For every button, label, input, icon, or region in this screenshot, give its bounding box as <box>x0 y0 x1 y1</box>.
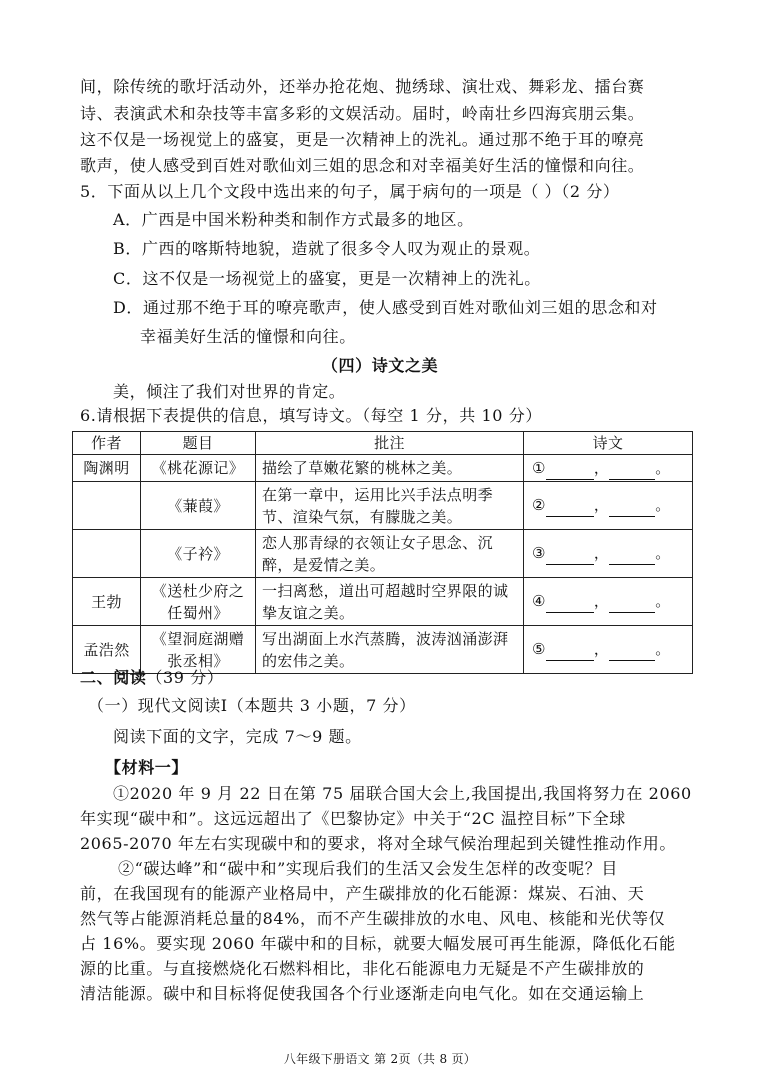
section-title: （四）诗文之美 <box>321 356 439 375</box>
reading-subsection: （一）现代文阅读Ⅰ（本题共 3 小题，7 分） <box>88 696 416 715</box>
paragraph-line: 清洁能源。碳中和目标将促使我国各个行业逐渐走向电气化。如在交通运输上 <box>80 984 645 1003</box>
blank-end: 。 <box>655 458 671 477</box>
title-cell: 《蒹葭》 <box>141 482 256 530</box>
passage-line: 这不仅是一场视觉上的盛宴，更是一次精神上的洗礼。通过那不绝于耳的嘹亮 <box>80 130 645 149</box>
note-cell: 恋人那青绿的衣领让女子思念、沉醉，是爱情之美。 <box>256 530 524 578</box>
option-b: B．广西的喀斯特地貌，造就了很多令人叹为观止的景观。 <box>113 239 541 258</box>
blank-number: ④ <box>532 592 546 610</box>
author-cell <box>73 530 141 578</box>
blank-sep: ， <box>593 640 610 658</box>
option-d-continued: 幸福美好生活的憧憬和向往。 <box>140 327 356 346</box>
note-cell: 描绘了草嫩花繁的桃林之美。 <box>256 455 524 482</box>
answer-blank[interactable] <box>609 457 655 480</box>
blank-end: 。 <box>655 544 671 562</box>
table-row <box>73 530 693 578</box>
answer-blank[interactable] <box>609 590 655 613</box>
paragraph-line: 源的比重。与直接燃烧化石燃料相比，非化石能源电力无疑是不产生碳排放的 <box>80 959 645 978</box>
blank-end: 。 <box>655 496 671 514</box>
author-cell: 王勃 <box>73 578 141 626</box>
answer-blank[interactable] <box>546 590 594 613</box>
note-cell: 在第一章中，运用比兴手法点明季节、渲染气氛，有朦胧之美。 <box>256 482 524 530</box>
blank-sep: ， <box>593 544 610 562</box>
title-cell: 《送杜少府之任蜀州》 <box>141 578 256 626</box>
blank-end: 。 <box>655 640 671 658</box>
header-note: 批注 <box>256 432 524 455</box>
header-verse: 诗文 <box>524 432 693 455</box>
answer-blank[interactable] <box>546 457 594 480</box>
author-cell: 陶渊明 <box>73 455 141 482</box>
paragraph-line: ②“碳达峰”和“碳中和”实现后我们的生活又会发生怎样的改变呢？目 <box>118 859 618 878</box>
passage-line: 诗、表演武术和杂技等丰富多彩的文娱活动。届时，岭南壮乡四海宾朋云集。 <box>80 104 645 123</box>
answer-blank[interactable] <box>546 638 594 661</box>
table-row <box>73 578 693 626</box>
paragraph-line: 占 16%。要实现 2060 年碳中和的目标，就要大幅发展可再生能源，降低化石能 <box>80 934 676 953</box>
paragraph-line: 前，在我国现有的能源产业格局中，产生碳排放的化石能源：煤炭、石油、天 <box>80 884 645 903</box>
paragraph-line: ①2020 年 9 月 22 日在第 75 届联合国大会上,我国提出,我国将努力在 2060 <box>113 784 692 803</box>
material-heading: 【材料一】 <box>105 758 189 777</box>
paragraph-line: 2065-2070 年左右实现碳中和的要求，将对全球气候治理起到关键性推动作用。 <box>80 834 676 853</box>
title-cell: 《子衿》 <box>141 530 256 578</box>
answer-blank[interactable] <box>609 638 655 661</box>
reading-instruction: 阅读下面的文字，完成 7～9 题。 <box>113 727 362 746</box>
part-2-score: （39 分） <box>146 668 224 687</box>
table-row <box>73 482 693 530</box>
blank-number: ① <box>532 458 546 477</box>
passage-line: 间，除传统的歌圩活动外，还举办抢花炮、抛绣球、演壮戏、舞彩龙、擂台赛 <box>80 77 645 96</box>
author-cell: 孟浩然 <box>73 626 141 674</box>
blank-number: ② <box>532 496 546 514</box>
section-intro: 美，倾注了我们对世界的肯定。 <box>113 382 346 401</box>
answer-cell <box>524 578 693 626</box>
option-c: C．这不仅是一场视觉上的盛宴，更是一次精神上的洗礼。 <box>113 269 541 288</box>
blank-sep: ， <box>593 496 610 514</box>
answer-blank[interactable] <box>546 542 594 565</box>
answer-blank[interactable] <box>609 494 655 517</box>
header-author: 作者 <box>73 432 141 455</box>
poem-table <box>72 431 693 674</box>
option-d: D．通过那不绝于耳的嘹亮歌声，使人感受到百姓对歌仙刘三姐的思念和对 <box>113 298 658 317</box>
part-2-title: 二、阅读 <box>80 668 147 687</box>
answer-cell <box>524 530 693 578</box>
paragraph-line: 年实现“碳中和”。这远远超出了《巴黎协定》中关于“2C 温控目标”下全球 <box>80 809 626 828</box>
note-cell: 一扫离愁，道出可超越时空界限的诚挚友谊之美。 <box>256 578 524 626</box>
question-6-stem: 6.请根据下表提供的信息，填写诗文。（每空 1 分，共 10 分） <box>80 406 542 425</box>
title-cell: 《桃花源记》 <box>141 455 256 482</box>
blank-number: ③ <box>532 544 546 562</box>
note-cell: 写出湖面上水汽蒸腾，波涛汹涌澎湃的宏伟之美。 <box>256 626 524 674</box>
page-footer: 八年级下册语文 第 2页（共 8 页） <box>283 1052 477 1066</box>
answer-blank[interactable] <box>609 542 655 565</box>
answer-cell <box>524 482 693 530</box>
table-row <box>73 455 693 482</box>
table-header-row <box>73 432 693 455</box>
question-5-stem: 5．下面从以上几个文段中选出来的句子，属于病句的一项是（ ）（2 分） <box>80 182 620 201</box>
passage-line: 歌声，使人感受到百姓对歌仙刘三姐的思念和对幸福美好生活的憧憬和向往。 <box>80 156 645 175</box>
author-cell <box>73 482 141 530</box>
option-a: A．广西是中国米粉种类和制作方式最多的地区。 <box>113 210 474 229</box>
blank-sep: ， <box>593 458 610 477</box>
answer-cell <box>524 455 693 482</box>
blank-end: 。 <box>655 592 671 610</box>
title-cell: 《望洞庭湖赠张丞相》 <box>141 626 256 674</box>
part-2-heading <box>80 667 223 689</box>
answer-cell <box>524 626 693 674</box>
paragraph-line: 然气等占能源消耗总量的84%，而不产生碳排放的水电、风电、核能和光伏等仅 <box>80 909 666 928</box>
answer-blank[interactable] <box>546 494 594 517</box>
header-title: 题目 <box>141 432 256 455</box>
blank-sep: ， <box>593 592 610 610</box>
blank-number: ⑤ <box>532 640 546 658</box>
